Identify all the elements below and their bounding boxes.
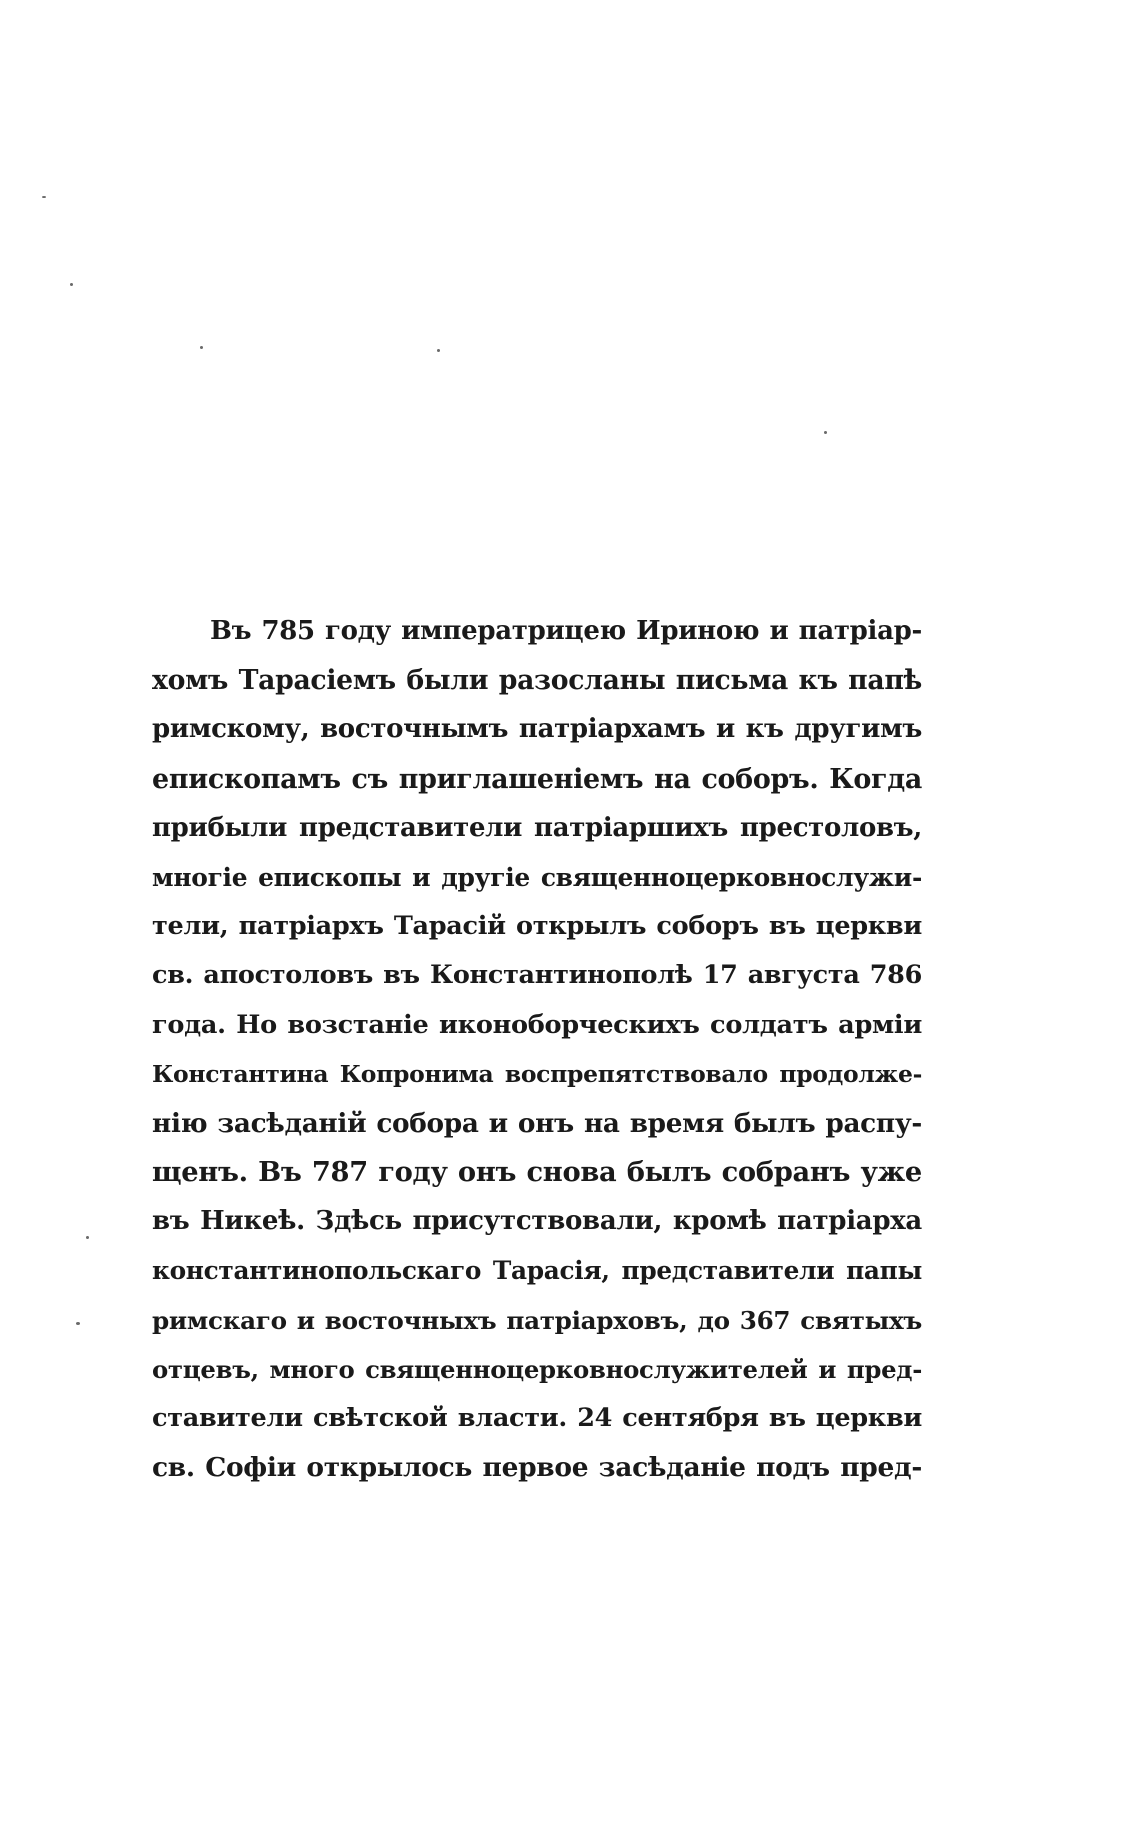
scan-speck <box>437 349 440 352</box>
text-line: римскаго и восточныхъ патріарховъ, до 367 святыхъ <box>152 1305 922 1335</box>
text-line: епископамъ съ приглашеніемъ на соборъ. Когда <box>152 763 922 795</box>
text-line: хомъ Тарасіемъ были разосланы письма къ папѣ <box>152 665 922 697</box>
scan-speck <box>86 1236 89 1239</box>
text-line: ставители свѣтской власти. 24 сентября въ церкви <box>152 1403 922 1433</box>
body-text <box>152 607 922 1492</box>
text-line: Въ 785 году императрицею Ириною и патріар- <box>210 616 922 646</box>
text-line: римскому, восточнымъ патріархамъ и къ другимъ <box>152 714 922 745</box>
scan-speck <box>200 346 203 349</box>
text-line: тели, патріархъ Тарасій открылъ соборъ въ церкви <box>152 911 922 942</box>
text-line: св. апостоловъ въ Константинополѣ 17 августа 786 <box>152 960 922 991</box>
text-line: въ Никеѣ. Здѣсь присутствовали, кромѣ патріарха <box>152 1206 922 1237</box>
text-line: св. Софіи открылось первое засѣданіе подъ пред- <box>152 1452 922 1484</box>
text-line: прибыли представители патріаршихъ престоловъ, <box>152 812 922 843</box>
scan-speck <box>76 1322 80 1325</box>
text-line: нію засѣданій собора и онъ на время былъ распу- <box>152 1107 922 1139</box>
text-line: Константина Копронима воспрепятствовало продолже- <box>152 1059 922 1088</box>
text-line: константинопольскаго Тарасія, представители папы <box>152 1256 922 1286</box>
text-line: отцевъ, много священноцерковнослужителей и пред- <box>152 1354 922 1384</box>
text-line: щенъ. Въ 787 году онъ снова былъ собранъ уже <box>152 1156 922 1189</box>
scan-speck <box>70 283 73 286</box>
text-line: года. Но возстаніе иконоборческихъ солдатъ арміи <box>152 1009 922 1040</box>
scan-speck <box>42 196 46 198</box>
scan-speck <box>824 431 827 434</box>
text-line: многіе епископы и другіе священноцерковнослужи- <box>152 862 922 892</box>
